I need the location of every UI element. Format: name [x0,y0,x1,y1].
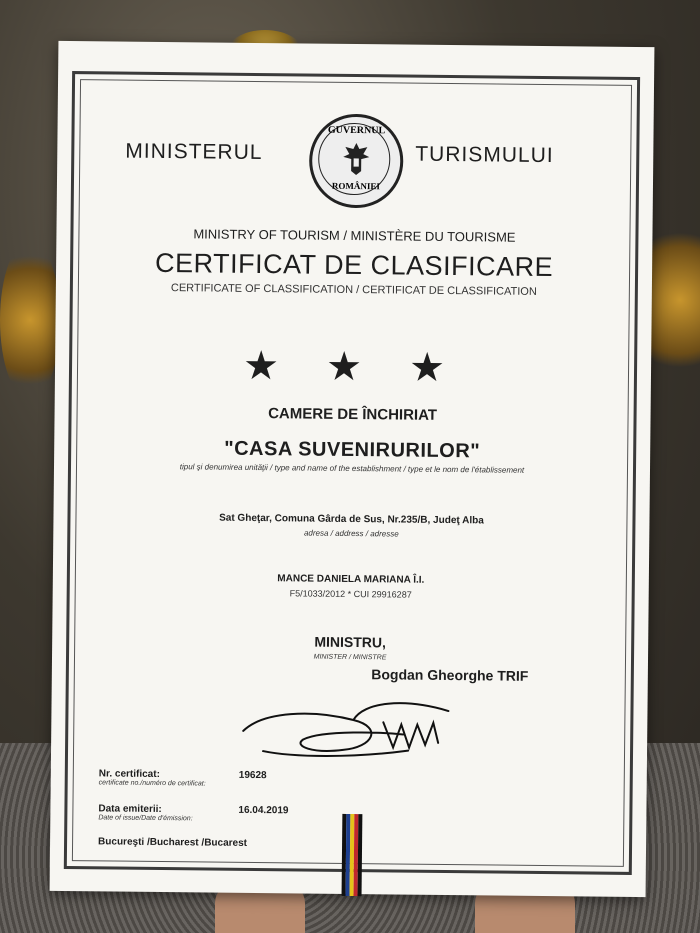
certificate-number-value: 19628 [238,769,267,782]
ministry-line: MINISTRY OF TOURISM / MINISTÈRE DU TOURISME [193,226,516,245]
star-rating: ★ ★ ★ [242,343,464,391]
government-seal [309,114,404,209]
owner-name: MANCE DANIELA MARIANA Î.I. [277,573,425,586]
issue-date-caption: Date of issue/Date d'émission: [98,814,193,823]
tricolor-ribbon [342,814,365,896]
minister-name: Bogdan Gheorghe TRIF [371,666,529,684]
establishment-type: CAMERE DE ÎNCHIRIAT [268,405,438,424]
issue-date-label: Data emiterii: [98,803,162,816]
certificate-number-block [98,768,267,788]
eagle-icon [341,141,371,177]
minister-title: MINISTRU, [314,633,387,651]
gold-ornament [0,240,60,400]
certificate-number-label: Nr. certificat: [98,768,160,781]
establishment-name: "CASA SUVENIRURILOR" [224,437,481,463]
header-right-text: TURISMULUI [415,142,554,168]
address: Sat Gheţar, Comuna Gârda de Sus, Nr.235/B, Judeţ Alba [219,512,484,527]
address-caption: adresa / address / adresse [303,528,399,539]
seal-text-top: GUVERNUL [327,124,386,137]
minister-caption: MINISTER / MINISTRE [313,653,387,662]
certificate-header [57,111,654,227]
issue-date-block [98,803,289,823]
seal-text-bottom: ROMÂNIEI [331,180,381,192]
establishment-name-caption: tipul şi denumirea unităţii / type and name of the establishment / type et le nom de l'établissement [179,462,525,475]
handwritten-signature [233,691,494,764]
header-left-text: MINISTERUL [125,139,263,165]
certificate-paper [50,41,655,897]
issue-date-value: 16.04.2019 [238,804,289,817]
issue-city: Bucureşti /Bucharest /Bucarest [98,836,248,849]
certificate-number-caption: certificate no./numéro de certificat: [98,779,206,788]
owner-registration: F5/1033/2012 * CUI 29916287 [289,588,412,600]
certificate-subtitle: CERTIFICATE OF CLASSIFICATION / CERTIFICAT DE CLASSIFICATION [170,282,537,298]
certificate-title: CERTIFICAT DE CLASIFICARE [154,247,554,283]
